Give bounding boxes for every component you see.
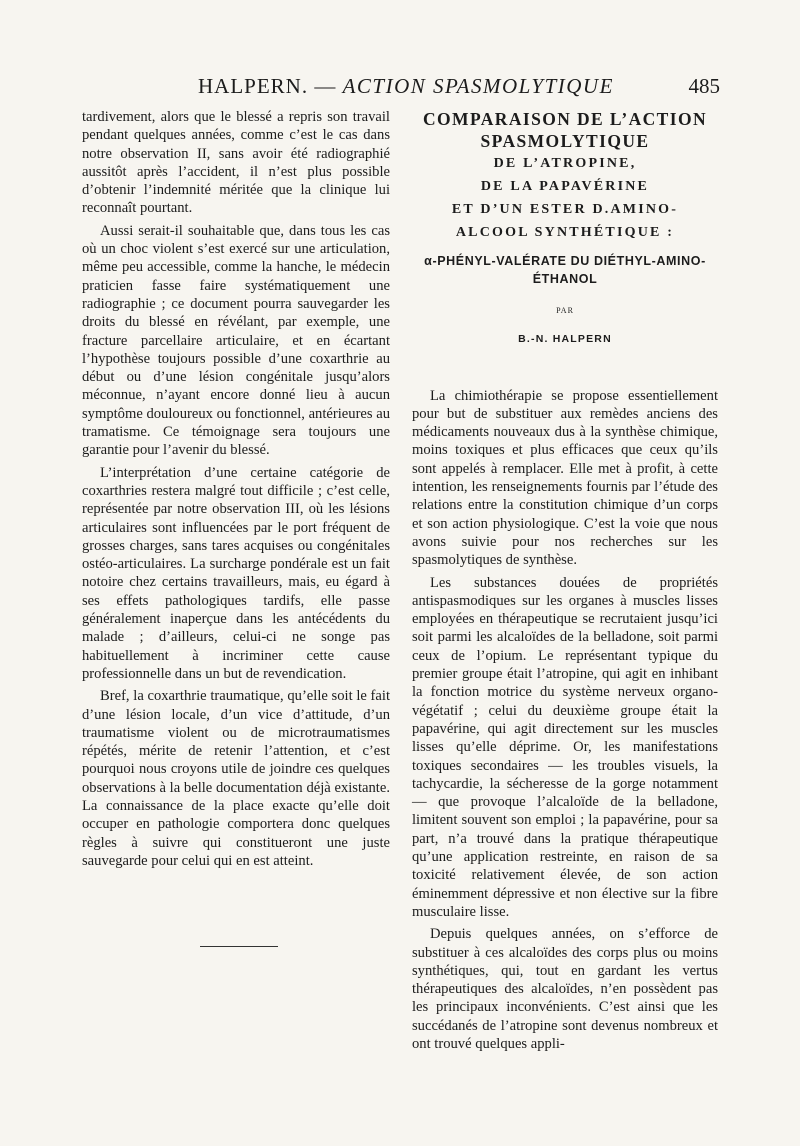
right-column <box>412 108 718 1053</box>
page-number: 485 <box>688 74 720 98</box>
left-column <box>82 108 390 870</box>
article-title-line-2: SPASMOLYTIQUE <box>480 131 650 151</box>
article-paragraph-1: La chimiothérapie se propose essentiellement pour but de substituer aux remèdes anciens des médicaments nouveaux dus à la synthèse chimique, moins toxiques et plus efficaces que ceux qu’ils sont appelés à remplacer. Elle met à profit, à cette intention, les renseignements fournis par l’étude des relations entre la constitution chimique d’un corps et son action physiologique. C’est la voie que nous avons suivie pour nos recherches sur les spasmolytiques de synthèse. <box>412 387 718 569</box>
article-paragraph-3: Depuis quelques années, on s’efforce de substituer à ces alcaloïdes des corps plus ou moins synthétiques, qui, tout en gardant les vertus thérapeutiques des alcaloïdes, n’en possèdent pas les principaux inconvénients. C’est ainsi que les succédanés de l’atropine sont devenus nombreux et ont trouvé quelques appli- <box>412 926 718 1052</box>
left-paragraph-4: Bref, la coxarthrie traumatique, qu’elle soit le fait d’une lésion locale, d’un vice d’attitude, d’un traumatisme violent ou de microtraumatismes répétés, mérite de retenir l’attention, et c’est pourquoi nous croyons utile de joindre ces quelques observations à la belle documentation déjà existante. La connaissance de la place exacte qu’elle doit occuper en pathologie comportera donc quelques règles à suivre qui constitueront une juste sauvegarde pour celui qui en est atteint. <box>82 688 390 869</box>
article-title-line-6: ALCOOL SYNTHÉTIQUE : <box>455 225 675 240</box>
left-paragraph-3: L’interprétation d’une certaine catégorie de coxarthries restera malgré tout difficile ; c’est celle, représentée par notre observation III, où les lésions articulaires sont influencées par le port fréquent de grosses charges, sans tares acquises ou congénitales ostéo-articulaires. La surcharge pondérale est un fait notoire chez certains travailleurs, mais, eu égard à ses effets pathologiques tardifs, elle passe généralement inaperçue dans les antécédents du malade ; d’ailleurs, celui-ci ne songe pas habituellement à incriminer cette cause professionnelle dans un but de revendication. <box>82 464 390 682</box>
article-body <box>412 387 718 1054</box>
article-title-line-1: COMPARAISON DE L’ACTION <box>422 109 708 129</box>
running-title <box>198 74 614 99</box>
end-rule <box>200 946 278 947</box>
left-paragraph-1: tardivement, alors que le blessé a repris son travail pendant quelques années, comme c’est le cas dans notre observation II, sans avoir été radiographié aussitôt après l’accident, il n’est plus possible d’obtenir l’indemnité méritée que la clinique lui reconnaît pourtant. <box>82 109 390 217</box>
article-paragraph-2: Les substances douées de propriétés antispasmodiques sur les organes à muscles lisses employées en thérapeutique se recrutaient jusqu’ici soit parmi les alcaloïdes de la belladone, soit parmi ceux de l’opium. Le représentant typique du premier groupe était l’atropine, qui agit en inhibant la fonction motrice du système nerveux organo-végétatif ; celui du deuxième groupe était la papavérine, qui agit directement sur les muscles lisses qu’elle déprime. Or, les manifestations toxiques secondaires — les troubles visuels, la tachycardie, la sécheresse de la gorge notamment — que provoque l’alcaloïde de la belladone, limitent souvent son emploi ; la papavérine, pour sa part, n’a trouvé dans la pratique thérapeutique qu’une application restreinte, en raison de sa toxicité relativement élevée, de son action éminemment dépressive et non élective sur la fibre musculaire lisse. <box>412 574 718 920</box>
article-par: PAR <box>556 306 574 315</box>
article-title-line-5: ET D’UN ESTER D.AMINO- <box>451 202 679 217</box>
left-paragraph-2: Aussi serait-il souhaitable que, dans tous les cas où un choc violent s’est exercé sur une articulation, même peu accessible, comme la hanche, le médecin praticien fasse faire systématiquement une radiographie ; ce document pourra sauvegarder les droits du blessé en révélant, par exemple, une fracture parcellaire articulaire, et en écartant l’hypothèse toujours possible d’une coxarthrie au début ou d’une lésion congénitale jusqu’alors méconnue, n’ayant encore donné lieu à aucun symptôme douloureux ou fonctionnel, antérieures au tramatisme. Ce témoignage sera toujours une garantie pour l’avenir du blessé. <box>82 222 391 459</box>
article-heading <box>412 108 718 349</box>
article-title-line-4: DE LA PAPAVÉRINE <box>480 179 650 194</box>
article-subtitle-line-1: α-PHÉNYL-VALÉRATE DU DIÉTHYL-AMINO- <box>424 254 706 268</box>
article-subtitle <box>412 252 718 288</box>
header-running-title: ACTION SPASMOLYTIQUE <box>342 74 614 98</box>
article-author: B.-N. HALPERN <box>518 333 612 346</box>
article-subtitle-line-2: ÉTHANOL <box>532 272 598 286</box>
header-author: HALPERN. — <box>198 74 337 98</box>
running-head <box>80 74 720 104</box>
article-title-line-3: DE L’ATROPINE, <box>493 156 637 171</box>
